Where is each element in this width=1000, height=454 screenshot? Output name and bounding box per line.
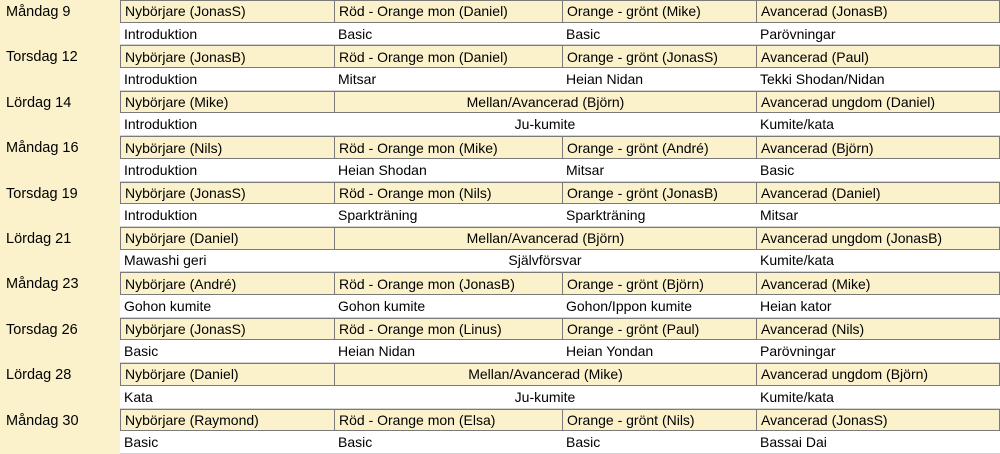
day-label[interactable]: Måndag 30 [0,409,120,454]
day-label[interactable]: Lördag 21 [0,227,120,272]
group-cell[interactable]: Nybörjare (Nils) [120,137,334,158]
group-cell[interactable]: Röd - Orange mon (Linus) [334,319,562,340]
topic-cell[interactable]: Gohon kumite [124,297,212,314]
topic-cell[interactable]: Introduktion [124,116,198,133]
day-block [0,363,1000,408]
topic-cell[interactable]: Gohon kumite [338,297,426,314]
topic-cell[interactable]: Sparkträning [566,207,646,224]
day-block [0,182,1000,227]
group-cell[interactable]: Nybörjare (Daniel) [120,228,334,249]
group-cell[interactable]: Avancerad ungdom (Daniel) [756,92,1000,113]
group-row [120,45,1000,68]
topic-cell[interactable]: Mitsar [338,70,377,87]
topic-cell[interactable]: Basic [124,343,159,360]
group-row [120,363,1000,386]
group-row [120,91,1000,114]
group-cell[interactable]: Orange - grönt (Paul) [562,319,756,340]
day-block [0,136,1000,181]
topic-row [120,250,1000,273]
group-cell[interactable]: Röd - Orange mon (Daniel) [334,46,562,67]
group-row [120,409,1000,432]
group-cell[interactable]: Röd - Orange mon (Elsa) [334,410,562,431]
group-cell[interactable]: Avancerad (Paul) [756,46,1000,67]
group-cell[interactable]: Orange - grönt (JonasB) [562,183,756,204]
day-block [0,91,1000,136]
topic-cell-merged[interactable]: Självförsvar [508,252,582,269]
day-label[interactable]: Torsdag 12 [0,45,120,90]
topic-cell[interactable]: Basic [566,25,601,42]
topic-cell[interactable]: Sparkträning [338,207,418,224]
topic-cell[interactable]: Heian kator [760,297,832,314]
group-cell[interactable]: Avancerad (Daniel) [756,183,1000,204]
group-cell[interactable]: Nybörjare (Mike) [120,92,334,113]
day-label[interactable]: Torsdag 19 [0,182,120,227]
topic-cell[interactable]: Introduktion [124,25,198,42]
topic-cell[interactable]: Introduktion [124,207,198,224]
group-cell[interactable]: Röd - Orange mon (Nils) [334,183,562,204]
group-cell[interactable]: Nybörjare (JonasS) [120,1,334,22]
day-block [0,45,1000,90]
topic-cell[interactable]: Basic [124,434,159,451]
topic-cell[interactable]: Kata [124,388,153,405]
topic-cell[interactable]: Mitsar [760,207,799,224]
topic-row [120,68,1000,91]
topic-cell[interactable]: Mawashi geri [124,252,207,269]
day-label[interactable]: Torsdag 26 [0,318,120,363]
day-block [0,318,1000,363]
topic-cell[interactable]: Heian Shodan [338,161,427,178]
topic-cell[interactable]: Parövningar [760,25,836,42]
topic-cell[interactable]: Bassai Dai [760,434,827,451]
topic-cell[interactable]: Kumite/kata [760,388,834,405]
topic-cell[interactable]: Heian Yondan [566,343,654,360]
topic-row [120,23,1000,46]
group-cell[interactable]: Nybörjare (JonasS) [120,319,334,340]
topic-cell[interactable]: Kumite/kata [760,116,834,133]
group-cell[interactable]: Orange - grönt (André) [562,137,756,158]
topic-cell[interactable]: Introduktion [124,161,198,178]
group-cell[interactable]: Röd - Orange mon (JonasB) [334,273,562,294]
group-row [120,0,1000,23]
topic-row [120,204,1000,227]
topic-cell[interactable]: Heian Nidan [338,343,416,360]
topic-cell[interactable]: Gohon/Ippon kumite [566,297,693,314]
topic-cell[interactable]: Basic [338,25,373,42]
group-cell[interactable]: Orange - grönt (Björn) [562,273,756,294]
day-label[interactable]: Måndag 16 [0,136,120,181]
day-label[interactable]: Måndag 23 [0,272,120,317]
topic-row [120,431,1000,454]
topic-cell-merged[interactable]: Ju-kumite [514,388,576,405]
group-cell[interactable]: Orange - grönt (Nils) [562,410,756,431]
group-cell[interactable]: Orange - grönt (Mike) [562,1,756,22]
day-block [0,272,1000,317]
topic-cell[interactable]: Kumite/kata [760,252,834,269]
day-label[interactable]: Måndag 9 [0,0,120,45]
topic-cell[interactable]: Heian Nidan [566,70,644,87]
group-cell-merged[interactable]: Mellan/Avancerad (Mike) [334,364,756,385]
topic-row [120,386,1000,409]
group-cell[interactable]: Orange - grönt (JonasS) [562,46,756,67]
topic-cell[interactable]: Mitsar [566,161,605,178]
group-cell[interactable]: Nybörjare (Raymond) [120,410,334,431]
topic-row [120,159,1000,182]
topic-row [120,113,1000,136]
topic-cell[interactable]: Basic [338,434,373,451]
group-row [120,318,1000,341]
day-block [0,409,1000,454]
group-cell[interactable]: Nybörjare (Daniel) [120,364,334,385]
group-cell-merged[interactable]: Mellan/Avancerad (Björn) [334,228,756,249]
group-cell[interactable]: Röd - Orange mon (Mike) [334,137,562,158]
day-block [0,0,1000,45]
group-cell-merged[interactable]: Mellan/Avancerad (Björn) [334,92,756,113]
group-cell[interactable]: Avancerad (JonasB) [756,1,1000,22]
day-label[interactable]: Lördag 14 [0,91,120,136]
group-cell[interactable]: Avancerad (Björn) [756,137,1000,158]
topic-cell[interactable]: Parövningar [760,343,836,360]
topic-cell[interactable]: Tekki Shodan/Nidan [760,70,885,87]
group-cell[interactable]: Nybörjare (JonasB) [120,46,334,67]
group-cell[interactable]: Avancerad ungdom (Björn) [756,364,1000,385]
group-row [120,136,1000,159]
topic-row [120,340,1000,363]
group-cell[interactable]: Röd - Orange mon (Daniel) [334,1,562,22]
topic-row [120,295,1000,318]
topic-cell[interactable]: Basic [760,161,795,178]
topic-cell[interactable]: Basic [566,434,601,451]
group-row [120,182,1000,205]
group-row [120,227,1000,250]
group-cell[interactable]: Nybörjare (JonasS) [120,183,334,204]
topic-cell[interactable]: Introduktion [124,70,198,87]
group-cell[interactable]: Avancerad ungdom (JonasB) [756,228,1000,249]
day-label[interactable]: Lördag 28 [0,363,120,408]
group-cell[interactable]: Nybörjare (André) [120,273,334,294]
group-cell[interactable]: Avancerad (JonasS) [756,410,1000,431]
group-cell[interactable]: Avancerad (Nils) [756,319,1000,340]
topic-cell-merged[interactable]: Ju-kumite [514,116,576,133]
group-row [120,272,1000,295]
day-block [0,227,1000,272]
group-cell[interactable]: Avancerad (Mike) [756,273,1000,294]
